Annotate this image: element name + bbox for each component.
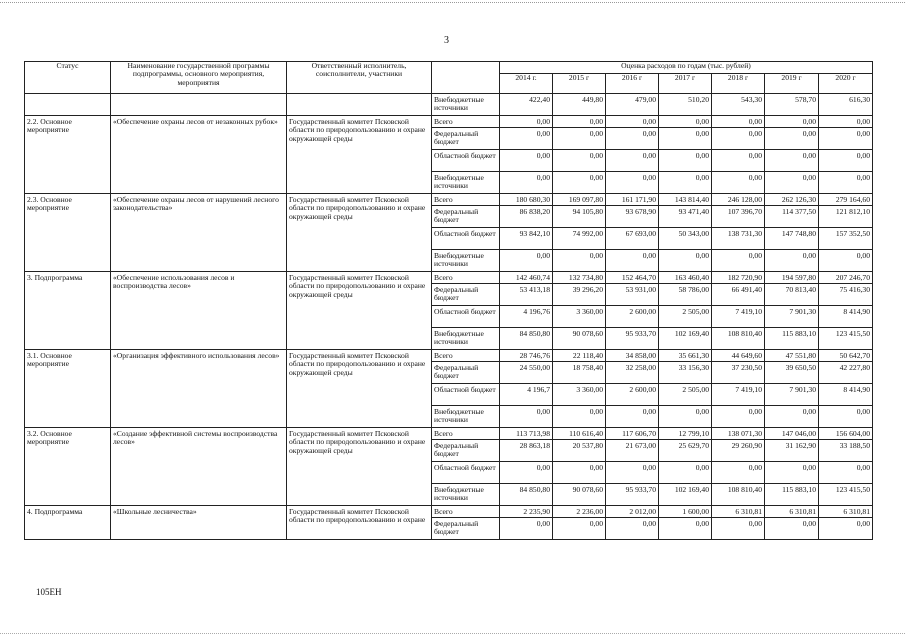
value-cell: 0,00: [553, 116, 606, 128]
value-cell: 33 156,30: [659, 362, 712, 384]
value-cell: 0,00: [500, 128, 553, 150]
value-cell: 138 071,30: [712, 428, 765, 440]
value-cell: 578,70: [765, 94, 819, 116]
value-cell: 108 810,40: [712, 484, 765, 506]
value-cell: 2 505,00: [659, 384, 712, 406]
value-cell: 114 377,50: [765, 206, 819, 228]
value-cell: 95 933,70: [606, 484, 659, 506]
header-status: Статус: [25, 62, 111, 94]
value-cell: 147 748,80: [765, 228, 819, 250]
value-cell: 0,00: [712, 150, 765, 172]
value-cell: 0,00: [500, 462, 553, 484]
value-cell: 157 352,50: [819, 228, 873, 250]
value-cell: 4 196,76: [500, 306, 553, 328]
program-cell: «Создание эффективной системы воспроизводства лесов»: [111, 428, 287, 506]
value-cell: 132 734,80: [553, 272, 606, 284]
value-cell: 70 813,40: [765, 284, 819, 306]
header-year: 2017 г: [659, 74, 712, 94]
header-year: 2019 г: [765, 74, 819, 94]
value-cell: 7 419,10: [712, 384, 765, 406]
value-cell: 93 842,10: [500, 228, 553, 250]
value-cell: 207 246,70: [819, 272, 873, 284]
value-cell: 84 850,80: [500, 328, 553, 350]
status-cell: 3.1. Основное мероприятие: [25, 350, 111, 428]
value-cell: 66 491,40: [712, 284, 765, 306]
value-cell: 0,00: [712, 128, 765, 150]
table-row: [25, 194, 873, 206]
value-cell: 2 600,00: [606, 384, 659, 406]
value-cell: 21 673,00: [606, 440, 659, 462]
header-executor: Ответственный исполнитель, соисполнители, участники: [287, 62, 432, 94]
value-cell: 123 415,50: [819, 484, 873, 506]
source-cell: Областной бюджет: [432, 150, 500, 172]
source-cell: Внебюджетные источники: [432, 406, 500, 428]
value-cell: 44 649,60: [712, 350, 765, 362]
value-cell: 20 537,80: [553, 440, 606, 462]
bottom-scan-border: [0, 633, 905, 634]
value-cell: 22 118,40: [553, 350, 606, 362]
source-cell: Федеральный бюджет: [432, 128, 500, 150]
value-cell: 2 505,00: [659, 306, 712, 328]
value-cell: 0,00: [500, 518, 553, 540]
value-cell: 7 901,30: [765, 384, 819, 406]
value-cell: 95 933,70: [606, 328, 659, 350]
program-cell: «Обеспечение использования лесов и воспроизводства лесов»: [111, 272, 287, 350]
header-year: 2018 г: [712, 74, 765, 94]
value-cell: 152 464,70: [606, 272, 659, 284]
value-cell: 35 661,30: [659, 350, 712, 362]
program-cell: «Обеспечение охраны лесов от незаконных рубок»: [111, 116, 287, 194]
status-cell: [25, 94, 111, 116]
value-cell: 156 604,00: [819, 428, 873, 440]
table-body: [25, 94, 873, 540]
value-cell: 0,00: [712, 172, 765, 194]
value-cell: 138 731,30: [712, 228, 765, 250]
budget-table: [24, 61, 873, 540]
value-cell: 6 310,81: [819, 506, 873, 518]
value-cell: 39 650,50: [765, 362, 819, 384]
value-cell: 2 236,00: [553, 506, 606, 518]
value-cell: 0,00: [819, 250, 873, 272]
value-cell: 24 550,00: [500, 362, 553, 384]
value-cell: 0,00: [606, 406, 659, 428]
value-cell: 0,00: [819, 172, 873, 194]
program-cell: [111, 94, 287, 116]
value-cell: 0,00: [765, 406, 819, 428]
value-cell: 0,00: [659, 250, 712, 272]
value-cell: 3 360,00: [553, 384, 606, 406]
value-cell: 180 680,30: [500, 194, 553, 206]
value-cell: 0,00: [765, 462, 819, 484]
value-cell: 0,00: [712, 518, 765, 540]
header-year: 2016 г: [606, 74, 659, 94]
value-cell: 163 460,40: [659, 272, 712, 284]
top-scan-border: [0, 2, 905, 3]
value-cell: 0,00: [659, 150, 712, 172]
value-cell: 6 310,81: [712, 506, 765, 518]
value-cell: 113 713,98: [500, 428, 553, 440]
value-cell: 0,00: [765, 518, 819, 540]
status-cell: 3. Подпрограмма: [25, 272, 111, 350]
value-cell: 0,00: [659, 518, 712, 540]
value-cell: 0,00: [606, 128, 659, 150]
value-cell: 0,00: [765, 250, 819, 272]
value-cell: 28 863,18: [500, 440, 553, 462]
source-cell: Внебюджетные источники: [432, 94, 500, 116]
value-cell: 110 616,40: [553, 428, 606, 440]
value-cell: 121 812,10: [819, 206, 873, 228]
header-source: [432, 62, 500, 94]
executor-cell: Государственный комитет Псковской области по природопользованию и охране окружающей среды: [287, 350, 432, 428]
value-cell: 0,00: [819, 150, 873, 172]
source-cell: Всего: [432, 116, 500, 128]
value-cell: 90 078,60: [553, 484, 606, 506]
table-row: [25, 350, 873, 362]
value-cell: 90 078,60: [553, 328, 606, 350]
value-cell: 0,00: [819, 518, 873, 540]
value-cell: 8 414,90: [819, 384, 873, 406]
value-cell: 37 230,50: [712, 362, 765, 384]
value-cell: 102 169,40: [659, 328, 712, 350]
table-row: [25, 116, 873, 128]
source-cell: Федеральный бюджет: [432, 284, 500, 306]
value-cell: 182 720,90: [712, 272, 765, 284]
value-cell: 0,00: [553, 128, 606, 150]
value-cell: 94 105,80: [553, 206, 606, 228]
program-cell: «Обеспечение охраны лесов от нарушений лесного законодательства»: [111, 194, 287, 272]
value-cell: 0,00: [606, 172, 659, 194]
source-cell: Федеральный бюджет: [432, 440, 500, 462]
value-cell: 422,40: [500, 94, 553, 116]
value-cell: 147 046,00: [765, 428, 819, 440]
value-cell: 0,00: [765, 128, 819, 150]
value-cell: 18 758,40: [553, 362, 606, 384]
value-cell: 86 838,20: [500, 206, 553, 228]
value-cell: 543,30: [712, 94, 765, 116]
source-cell: Федеральный бюджет: [432, 362, 500, 384]
value-cell: 0,00: [500, 250, 553, 272]
value-cell: 169 097,80: [553, 194, 606, 206]
table-row: [25, 506, 873, 518]
value-cell: 4 196,7: [500, 384, 553, 406]
value-cell: 53 931,00: [606, 284, 659, 306]
value-cell: 58 786,00: [659, 284, 712, 306]
value-cell: 194 597,80: [765, 272, 819, 284]
value-cell: 0,00: [500, 116, 553, 128]
value-cell: 0,00: [553, 172, 606, 194]
value-cell: 0,00: [553, 406, 606, 428]
value-cell: 75 416,30: [819, 284, 873, 306]
value-cell: 0,00: [606, 462, 659, 484]
value-cell: 47 551,80: [765, 350, 819, 362]
value-cell: 0,00: [712, 250, 765, 272]
value-cell: 33 188,50: [819, 440, 873, 462]
value-cell: 108 810,40: [712, 328, 765, 350]
program-cell: «Организация эффективного использования лесов»: [111, 350, 287, 428]
document-code: 105EH: [36, 587, 62, 597]
value-cell: 93 471,40: [659, 206, 712, 228]
value-cell: 34 858,00: [606, 350, 659, 362]
value-cell: 0,00: [819, 116, 873, 128]
carry-row: [25, 94, 873, 116]
source-cell: Областной бюджет: [432, 384, 500, 406]
value-cell: 6 310,81: [765, 506, 819, 518]
status-cell: 2.3. Основное мероприятие: [25, 194, 111, 272]
source-cell: Всего: [432, 428, 500, 440]
value-cell: 0,00: [819, 128, 873, 150]
value-cell: 117 606,70: [606, 428, 659, 440]
value-cell: 262 126,30: [765, 194, 819, 206]
value-cell: 50 343,00: [659, 228, 712, 250]
value-cell: 0,00: [606, 150, 659, 172]
source-cell: Внебюджетные источники: [432, 328, 500, 350]
source-cell: Всего: [432, 194, 500, 206]
value-cell: 2 012,00: [606, 506, 659, 518]
value-cell: 0,00: [712, 406, 765, 428]
value-cell: 0,00: [606, 518, 659, 540]
source-cell: Областной бюджет: [432, 306, 500, 328]
value-cell: 123 415,50: [819, 328, 873, 350]
header-program: Наименование государственной программы подпрограммы, основного мероприятия, мероприятия: [111, 62, 287, 94]
value-cell: 2 600,00: [606, 306, 659, 328]
value-cell: 0,00: [659, 406, 712, 428]
value-cell: 479,00: [606, 94, 659, 116]
source-cell: Всего: [432, 506, 500, 518]
header-year: 2020 г: [819, 74, 873, 94]
value-cell: 84 850,80: [500, 484, 553, 506]
value-cell: 0,00: [553, 250, 606, 272]
value-cell: 0,00: [712, 116, 765, 128]
source-cell: Федеральный бюджет: [432, 206, 500, 228]
value-cell: 0,00: [659, 172, 712, 194]
value-cell: 0,00: [819, 462, 873, 484]
value-cell: 0,00: [553, 518, 606, 540]
value-cell: 42 227,80: [819, 362, 873, 384]
page-number: 3: [444, 35, 449, 46]
source-cell: Внебюджетные источники: [432, 250, 500, 272]
source-cell: Областной бюджет: [432, 462, 500, 484]
value-cell: 0,00: [606, 116, 659, 128]
source-cell: Областной бюджет: [432, 228, 500, 250]
value-cell: 8 414,90: [819, 306, 873, 328]
value-cell: 74 992,00: [553, 228, 606, 250]
executor-cell: Государственный комитет Псковской области по природопользованию и охране окружающей среды: [287, 194, 432, 272]
value-cell: 0,00: [765, 172, 819, 194]
value-cell: 0,00: [765, 116, 819, 128]
value-cell: 449,80: [553, 94, 606, 116]
value-cell: 0,00: [659, 116, 712, 128]
value-cell: 1 600,00: [659, 506, 712, 518]
status-cell: 2.2. Основное мероприятие: [25, 116, 111, 194]
value-cell: 142 460,74: [500, 272, 553, 284]
program-cell: «Школьные лесничества»: [111, 506, 287, 540]
value-cell: 0,00: [659, 462, 712, 484]
value-cell: 0,00: [553, 150, 606, 172]
header-year: 2015 г: [553, 74, 606, 94]
value-cell: 102 169,40: [659, 484, 712, 506]
executor-cell: Государственный комитет Псковской области по природопользованию и охране окружающей среды: [287, 116, 432, 194]
value-cell: 39 296,20: [553, 284, 606, 306]
executor-cell: [287, 94, 432, 116]
value-cell: 115 883,10: [765, 328, 819, 350]
value-cell: 0,00: [500, 172, 553, 194]
table-row: [25, 272, 873, 284]
value-cell: 0,00: [500, 150, 553, 172]
value-cell: 7 901,30: [765, 306, 819, 328]
value-cell: 32 258,00: [606, 362, 659, 384]
value-cell: 143 814,40: [659, 194, 712, 206]
value-cell: 107 396,70: [712, 206, 765, 228]
value-cell: 616,30: [819, 94, 873, 116]
executor-cell: Государственный комитет Псковской области по природопользованию и охране окружающей среды: [287, 272, 432, 350]
value-cell: 0,00: [553, 462, 606, 484]
source-cell: Всего: [432, 272, 500, 284]
executor-cell: Государственный комитет Псковской области по природопользованию и охране окружающей среды: [287, 428, 432, 506]
value-cell: 279 164,60: [819, 194, 873, 206]
source-cell: Внебюджетные источники: [432, 172, 500, 194]
status-cell: 4. Подпрограмма: [25, 506, 111, 540]
value-cell: 115 883,10: [765, 484, 819, 506]
executor-cell: Государственный комитет Псковской области по природопользованию и охране: [287, 506, 432, 540]
value-cell: 0,00: [659, 128, 712, 150]
value-cell: 93 678,90: [606, 206, 659, 228]
value-cell: 53 413,18: [500, 284, 553, 306]
value-cell: 50 642,70: [819, 350, 873, 362]
header-year: 2014 г.: [500, 74, 553, 94]
value-cell: 67 693,00: [606, 228, 659, 250]
header-costs: Оценка расходов по годам (тыс. рублей): [500, 62, 873, 74]
value-cell: 7 419,10: [712, 306, 765, 328]
value-cell: 29 260,90: [712, 440, 765, 462]
table-row: [25, 428, 873, 440]
value-cell: 161 171,90: [606, 194, 659, 206]
value-cell: 0,00: [712, 462, 765, 484]
value-cell: 2 235,90: [500, 506, 553, 518]
value-cell: 0,00: [606, 250, 659, 272]
value-cell: 31 162,90: [765, 440, 819, 462]
status-cell: 3.2. Основное мероприятие: [25, 428, 111, 506]
value-cell: 0,00: [500, 406, 553, 428]
value-cell: 0,00: [819, 406, 873, 428]
source-cell: Федеральный бюджет: [432, 518, 500, 540]
value-cell: 3 360,00: [553, 306, 606, 328]
value-cell: 25 629,70: [659, 440, 712, 462]
value-cell: 0,00: [765, 150, 819, 172]
source-cell: Всего: [432, 350, 500, 362]
source-cell: Внебюджетные источники: [432, 484, 500, 506]
value-cell: 510,20: [659, 94, 712, 116]
value-cell: 12 799,10: [659, 428, 712, 440]
value-cell: 246 128,00: [712, 194, 765, 206]
value-cell: 28 746,76: [500, 350, 553, 362]
